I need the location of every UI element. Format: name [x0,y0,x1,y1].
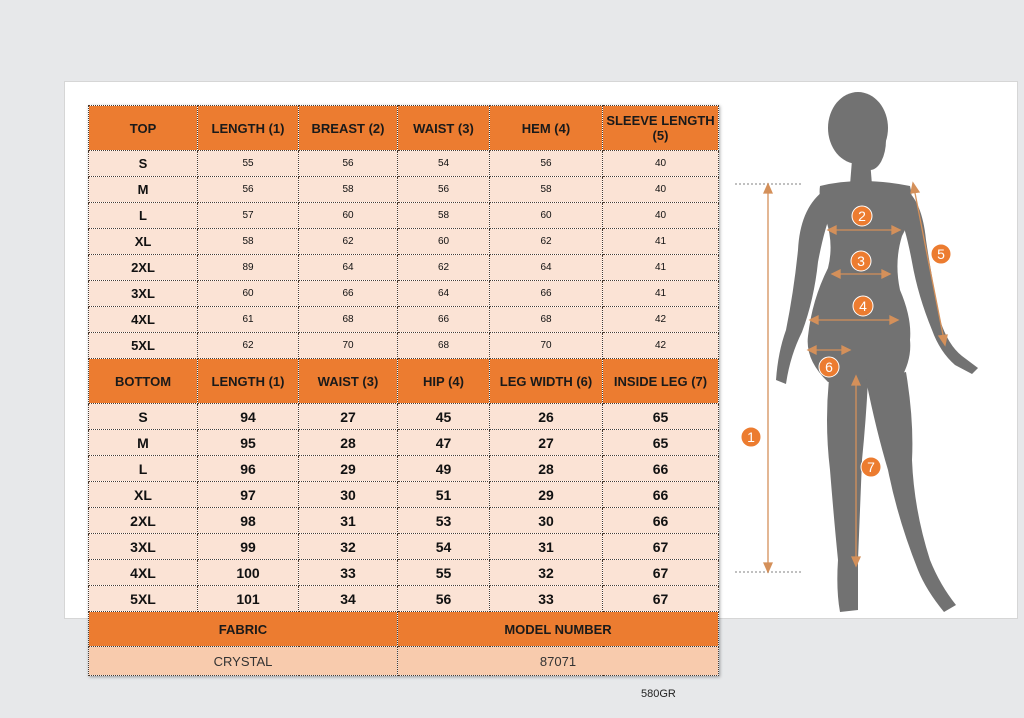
measurement-cell: 64 [299,255,398,281]
table-row [89,177,719,203]
measurement-cell: 55 [198,151,299,177]
measurement-cell: 66 [603,508,719,534]
table-row [89,456,719,482]
bottom-header-row [89,359,719,404]
size-label: 4XL [89,560,198,586]
table-row [89,203,719,229]
svg-text:6: 6 [825,359,833,375]
table-row [89,560,719,586]
measurement-cell: 32 [490,560,603,586]
marker-5 [931,244,951,264]
svg-text:7: 7 [867,459,875,475]
measurement-cell: 65 [603,430,719,456]
measurement-cell: 99 [198,534,299,560]
measurement-cell: 66 [490,281,603,307]
measurement-cell: 54 [398,151,490,177]
measurement-cell: 29 [490,482,603,508]
table-row [89,534,719,560]
size-label: 4XL [89,307,198,333]
size-label: 3XL [89,281,198,307]
measurement-cell: 56 [398,586,490,612]
marker-4 [853,296,873,316]
measurement-cell: 60 [198,281,299,307]
measurement-cell: 62 [490,229,603,255]
size-label: S [89,404,198,430]
table-row [89,482,719,508]
marker-6 [819,357,839,377]
marker-1 [741,427,761,447]
size-label: S [89,151,198,177]
measurement-cell: 31 [299,508,398,534]
measurement-cell: 32 [299,534,398,560]
measurement-cell: 30 [490,508,603,534]
measurement-cell: 96 [198,456,299,482]
bottom-header-cell: LEG WIDTH (6) [490,359,603,404]
measurement-cell: 62 [398,255,490,281]
bottom-header-cell: WAIST (3) [299,359,398,404]
measurement-cell: 53 [398,508,490,534]
measurement-cell: 67 [603,534,719,560]
measurement-cell: 42 [603,333,719,359]
size-label: L [89,203,198,229]
measurement-cell: 66 [299,281,398,307]
table-row [89,307,719,333]
body-measurement-figure [720,82,1016,622]
measurement-cell: 68 [490,307,603,333]
measurement-cell: 58 [398,203,490,229]
svg-text:4: 4 [859,298,867,314]
top-header-cell: SLEEVE LENGTH (5) [603,106,719,151]
measurement-cell: 62 [198,333,299,359]
size-label: XL [89,229,198,255]
measurement-cell: 98 [198,508,299,534]
top-header-cell: BREAST (2) [299,106,398,151]
svg-text:2: 2 [858,208,866,224]
measurement-cell: 33 [490,586,603,612]
table-row [89,430,719,456]
measurement-cell: 67 [603,586,719,612]
measurement-cell: 97 [198,482,299,508]
top-header-cell: TOP [89,106,198,151]
table-row [89,255,719,281]
marker-7 [861,457,881,477]
measurement-cell: 56 [198,177,299,203]
measurement-cell: 64 [490,255,603,281]
measurement-cell: 51 [398,482,490,508]
size-label: M [89,430,198,456]
size-label: L [89,456,198,482]
measurement-cell: 56 [299,151,398,177]
size-label: 5XL [89,333,198,359]
table-row [89,508,719,534]
measurement-cell: 45 [398,404,490,430]
fabric-header-row [89,612,719,647]
marker-2 [852,206,872,226]
size-label: 2XL [89,255,198,281]
measurement-cell: 56 [398,177,490,203]
table-row [89,281,719,307]
measurement-cell: 70 [490,333,603,359]
measurement-cell: 67 [603,560,719,586]
measurement-cell: 68 [299,307,398,333]
size-chart-table [88,105,719,676]
table-row [89,586,719,612]
measurement-cell: 60 [299,203,398,229]
measurement-cell: 30 [299,482,398,508]
measurement-cell: 27 [299,404,398,430]
measurement-cell: 70 [299,333,398,359]
measurement-cell: 58 [490,177,603,203]
top-header-cell: HEM (4) [490,106,603,151]
measurement-cell: 34 [299,586,398,612]
size-label: 5XL [89,586,198,612]
fabric-value-row [89,647,719,676]
model-number-label: MODEL NUMBER [398,612,719,647]
table-row [89,333,719,359]
measurement-cell: 66 [603,456,719,482]
measurement-cell: 49 [398,456,490,482]
woman-silhouette [776,92,978,612]
measurement-cell: 58 [299,177,398,203]
measurement-cell: 89 [198,255,299,281]
size-label: XL [89,482,198,508]
measurement-cell: 28 [490,456,603,482]
measurement-cell: 60 [398,229,490,255]
measurement-cell: 47 [398,430,490,456]
measurement-cell: 41 [603,281,719,307]
measurement-cell: 68 [398,333,490,359]
measurement-cell: 58 [198,229,299,255]
bottom-header-cell: HIP (4) [398,359,490,404]
measurement-cell: 56 [490,151,603,177]
measurement-cell: 94 [198,404,299,430]
bottom-header-cell: LENGTH (1) [198,359,299,404]
measurement-cell: 95 [198,430,299,456]
fabric-value: CRYSTAL [89,647,398,676]
measurement-cell: 66 [603,482,719,508]
measurement-cell: 31 [490,534,603,560]
top-header-row [89,106,719,151]
bottom-header-cell: BOTTOM [89,359,198,404]
svg-text:5: 5 [937,246,945,262]
measurement-cell: 40 [603,203,719,229]
measurement-cell: 27 [490,430,603,456]
product-code: 580GR [641,688,676,700]
measurement-cell: 26 [490,404,603,430]
measurement-cell: 65 [603,404,719,430]
measurement-cell: 57 [198,203,299,229]
size-label: M [89,177,198,203]
top-header-cell: WAIST (3) [398,106,490,151]
size-label: 2XL [89,508,198,534]
model-number-value: 87071 [398,647,719,676]
measurement-cell: 54 [398,534,490,560]
measurement-cell: 42 [603,307,719,333]
measurement-cell: 40 [603,151,719,177]
measurement-cell: 33 [299,560,398,586]
measurement-cell: 61 [198,307,299,333]
table-row [89,404,719,430]
svg-text:3: 3 [857,253,865,269]
bottom-header-cell: INSIDE LEG (7) [603,359,719,404]
measurement-cell: 41 [603,255,719,281]
measurement-cell: 64 [398,281,490,307]
measurement-cell: 41 [603,229,719,255]
measurement-cell: 100 [198,560,299,586]
size-label: 3XL [89,534,198,560]
measurement-cell: 66 [398,307,490,333]
table-row [89,229,719,255]
measurement-cell: 55 [398,560,490,586]
measurement-cell: 29 [299,456,398,482]
top-header-cell: LENGTH (1) [198,106,299,151]
measurement-cell: 60 [490,203,603,229]
measurement-cell: 101 [198,586,299,612]
fabric-label: FABRIC [89,612,398,647]
table-row [89,151,719,177]
measurement-cell: 62 [299,229,398,255]
measurement-cell: 28 [299,430,398,456]
measurement-cell: 40 [603,177,719,203]
marker-3 [851,251,871,271]
svg-text:1: 1 [747,429,755,445]
